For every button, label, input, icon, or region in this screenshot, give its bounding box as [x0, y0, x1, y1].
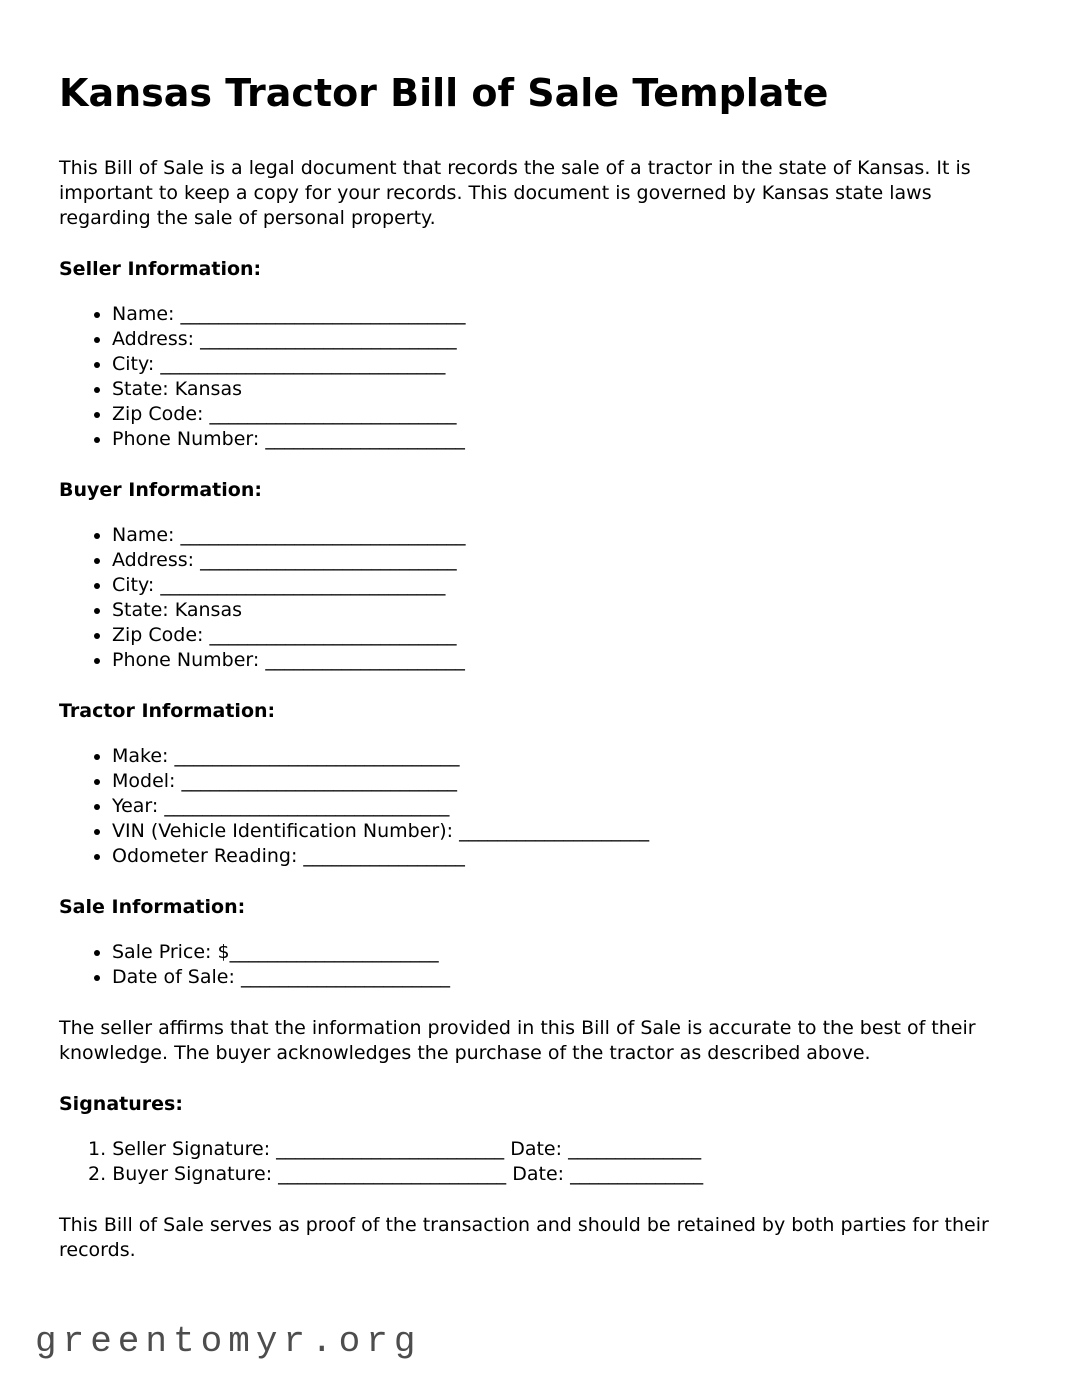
field-label: Sale Price: [112, 940, 212, 963]
blank-line: ______________________ [240, 965, 450, 988]
signature-blank-line: ________________________ [278, 1162, 507, 1185]
list-item [112, 523, 1014, 548]
blank-line: $______________________ [217, 940, 439, 963]
intro-paragraph: This Bill of Sale is a legal document that records the sale of a tractor in the state of Kansas. It is important to keep a copy for your records. This document is governed by Kansas state laws regarding the sale of personal property. [59, 156, 971, 229]
field-label: Odometer Reading: [112, 844, 298, 867]
seller-information-heading: Seller Information: [59, 257, 262, 280]
field-label: Model: [112, 769, 176, 792]
list-item [112, 794, 1014, 819]
list-item [112, 819, 1014, 844]
tractor-information-list [59, 744, 1014, 869]
blank-line: ______________________________ [160, 573, 446, 596]
blank-line: ______________________________ [160, 352, 446, 375]
blank-line: _____________________ [265, 648, 465, 671]
buyer-information-heading: Buyer Information: [59, 478, 262, 501]
blank-line: ______________________________ [164, 794, 450, 817]
list-item [112, 965, 1014, 990]
list-item [112, 302, 1014, 327]
row-number: 2. [88, 1162, 107, 1185]
field-value: Kansas [174, 377, 243, 400]
affirmation-paragraph: The seller affirms that the information provided in this Bill of Sale is accurate to the best of their knowledge. The buyer acknowledges the purchase of the tractor as described above. [59, 1016, 976, 1064]
page-title: Kansas Tractor Bill of Sale Template [59, 71, 829, 115]
buyer-information-list [59, 523, 1014, 673]
field-label: VIN (Vehicle Identification Number): [112, 819, 454, 842]
list-item [112, 844, 1014, 869]
signatures-heading: Signatures: [59, 1092, 183, 1115]
field-label: Zip Code: [112, 402, 204, 425]
list-item [112, 940, 1014, 965]
date-label: Date: [510, 1137, 563, 1160]
field-label: Phone Number: [112, 427, 260, 450]
blank-line: _____________________ [265, 427, 465, 450]
sale-information-list [59, 940, 1014, 990]
field-label: State: [112, 598, 169, 621]
field-label: City: [112, 352, 155, 375]
field-value: Kansas [174, 598, 243, 621]
tractor-information-heading: Tractor Information: [59, 699, 276, 722]
signatures-list [59, 1137, 1014, 1187]
field-label: Year: [112, 794, 159, 817]
field-label: State: [112, 377, 169, 400]
list-item [112, 769, 1014, 794]
site-watermark: greentomyr.org [35, 1321, 422, 1362]
blank-line: ___________________________ [200, 327, 457, 350]
field-label: Phone Number: [112, 648, 260, 671]
list-item [112, 744, 1014, 769]
currency-symbol: $ [217, 940, 230, 963]
signature-row [88, 1137, 1014, 1162]
blank-line: ______________________________ [180, 302, 466, 325]
field-label: Make: [112, 744, 169, 767]
field-label: Name: [112, 523, 175, 546]
blank-line: __________________________ [209, 623, 457, 646]
field-label: City: [112, 573, 155, 596]
list-item [112, 402, 1014, 427]
list-item [112, 377, 1014, 402]
list-item [112, 352, 1014, 377]
date-blank-line: ______________ [568, 1137, 702, 1160]
list-item [112, 648, 1014, 673]
list-item [112, 427, 1014, 452]
list-item [112, 327, 1014, 352]
blank-line: __________________________ [209, 402, 457, 425]
field-label: Address: [112, 327, 195, 350]
seller-information-list [59, 302, 1014, 452]
blank-line: _____________________________ [181, 769, 457, 792]
list-item [112, 573, 1014, 598]
field-label: Date of Sale: [112, 965, 235, 988]
list-item [112, 548, 1014, 573]
list-item [112, 623, 1014, 648]
signature-blank-line: ________________________ [276, 1137, 505, 1160]
field-label: Buyer Signature: [112, 1162, 273, 1185]
field-label: Zip Code: [112, 623, 204, 646]
signature-row [88, 1162, 1014, 1187]
closing-paragraph: This Bill of Sale serves as proof of the transaction and should be retained by both parties for their records. [59, 1213, 989, 1261]
field-label: Name: [112, 302, 175, 325]
blank-line: ______________________________ [174, 744, 460, 767]
blank-line: ______________________________ [180, 523, 466, 546]
field-label: Seller Signature: [112, 1137, 271, 1160]
list-item [112, 598, 1014, 623]
date-blank-line: ______________ [570, 1162, 704, 1185]
blank-line: _________________ [303, 844, 465, 867]
date-label: Date: [512, 1162, 565, 1185]
field-label: Address: [112, 548, 195, 571]
row-number: 1. [88, 1137, 107, 1160]
sale-information-heading: Sale Information: [59, 895, 246, 918]
blank-line: ____________________ [459, 819, 650, 842]
blank-line: ___________________________ [200, 548, 457, 571]
